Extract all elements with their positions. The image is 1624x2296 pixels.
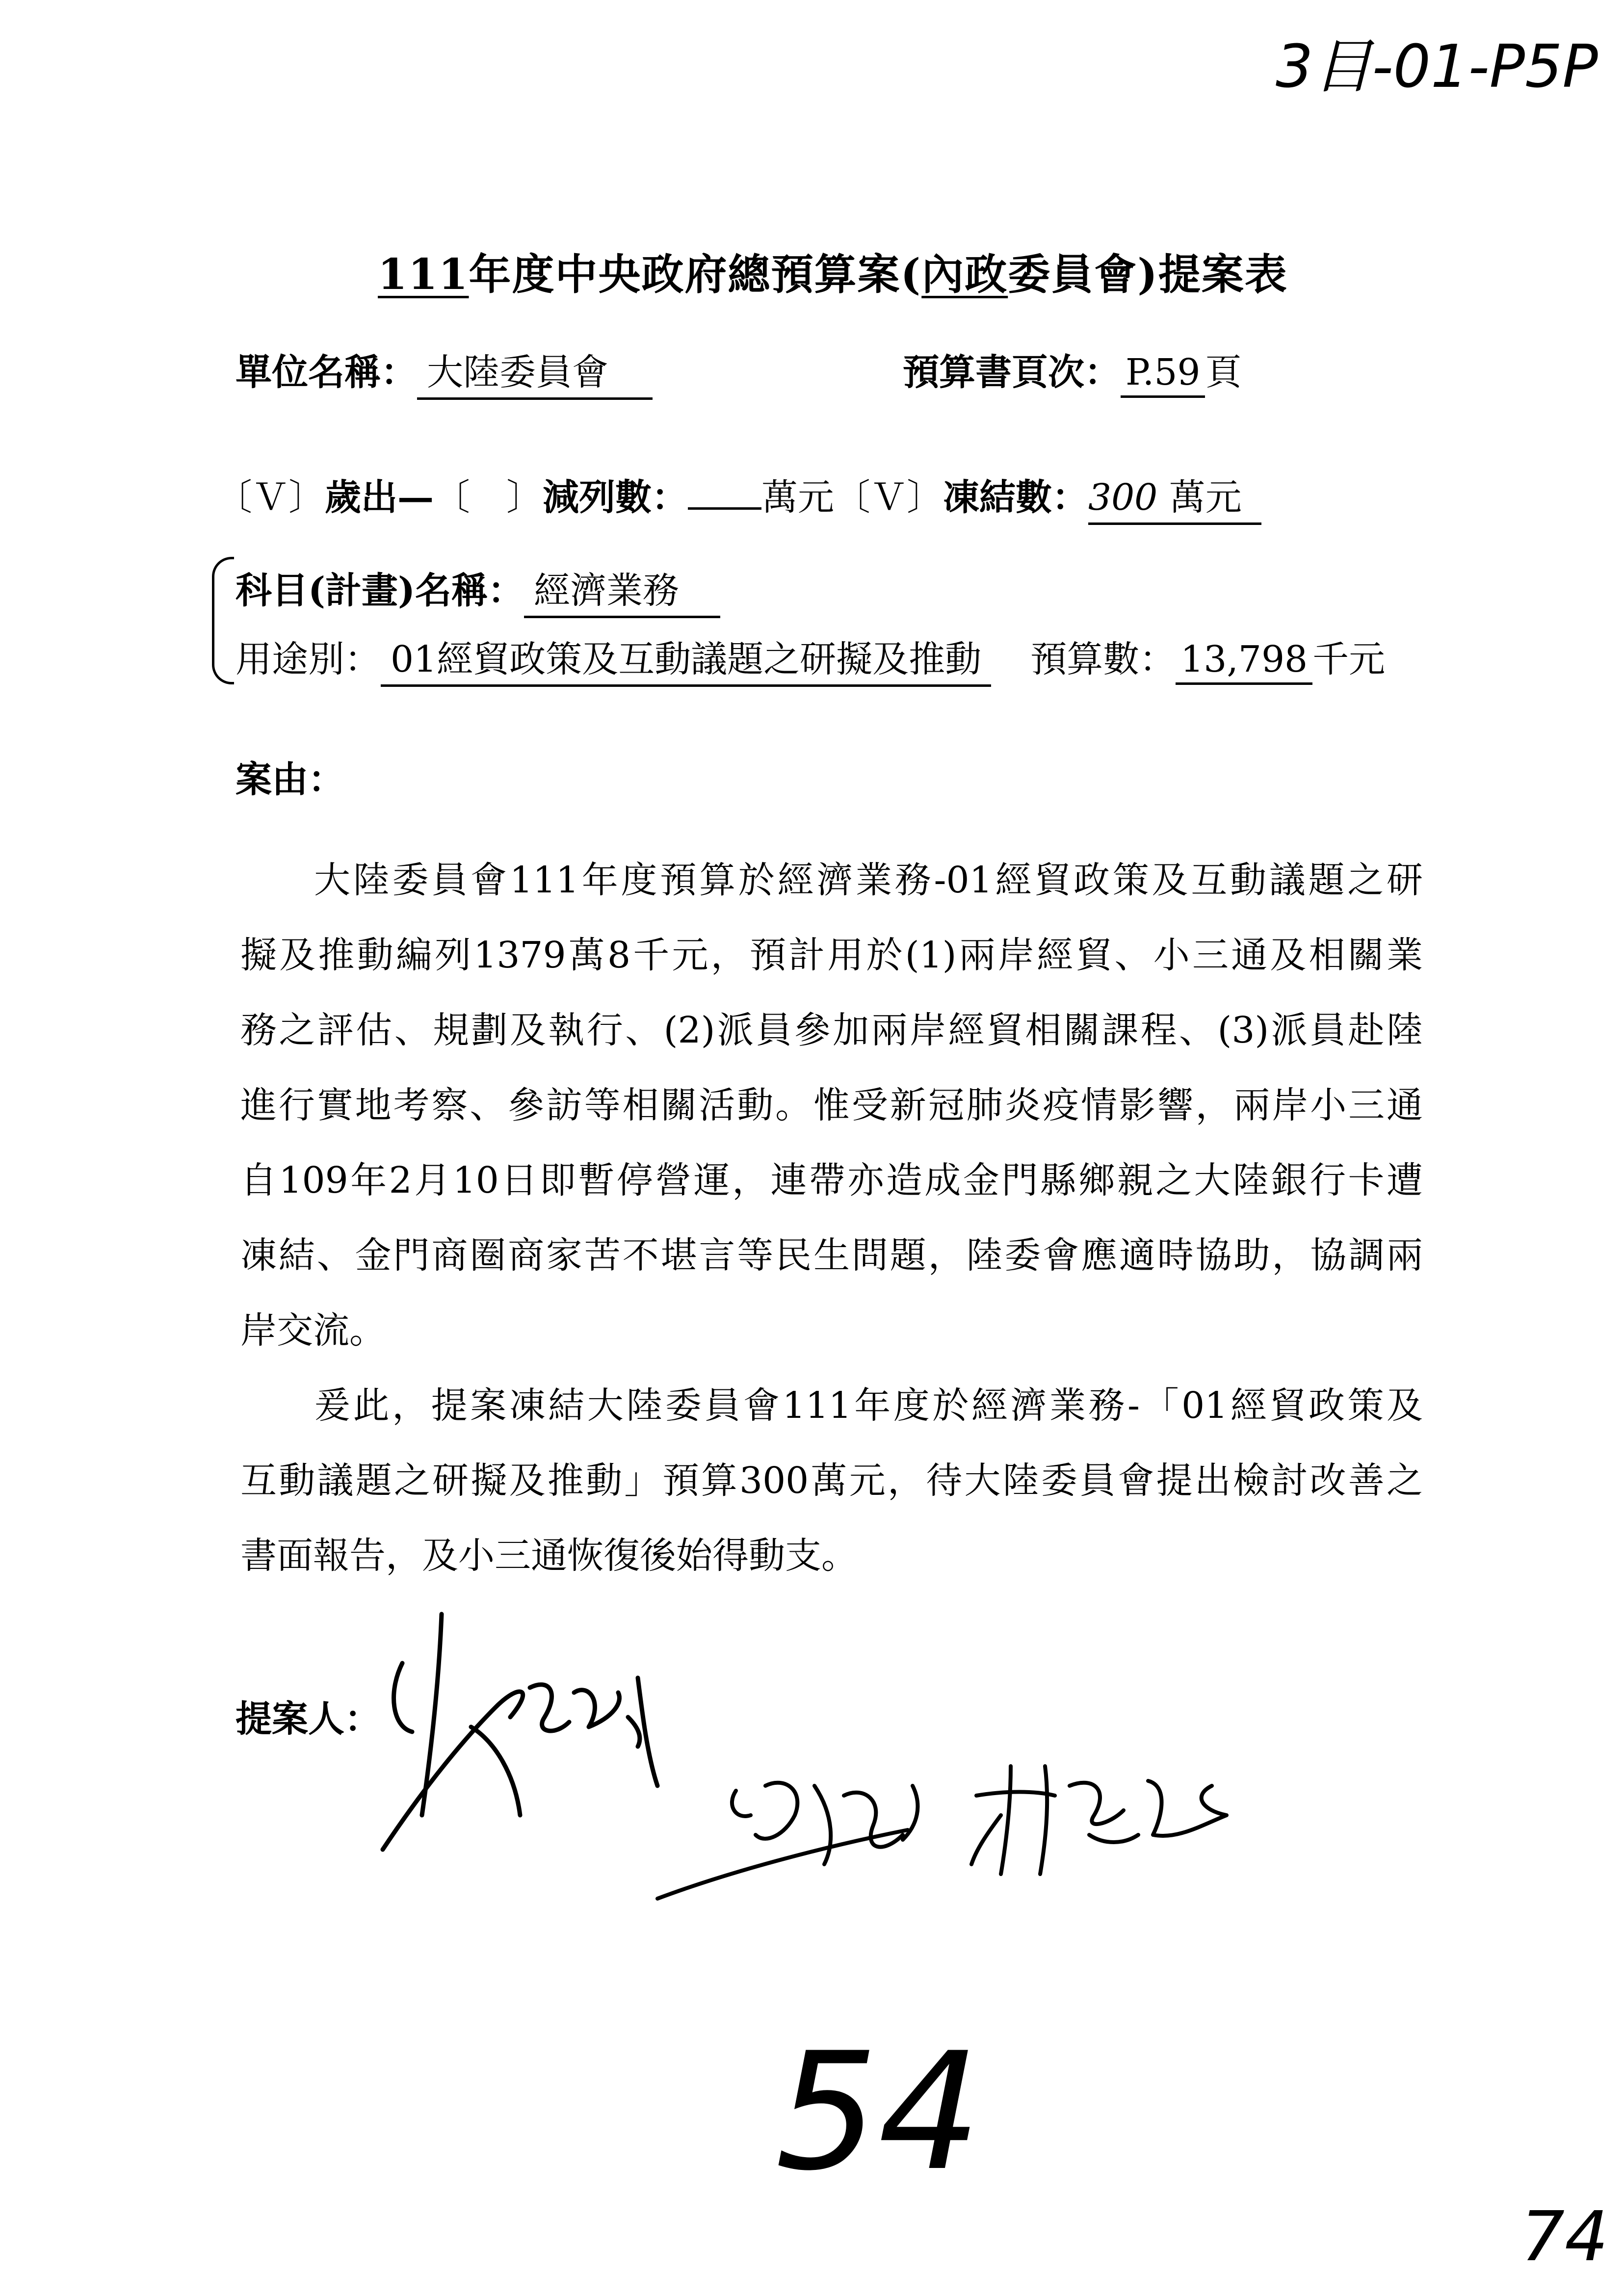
- budget-page-value: P.59: [1121, 351, 1205, 398]
- reason-line: 擬及推動編列1379萬8千元，預計用於(1)兩岸經貿、小三通及相關業: [240, 934, 1423, 976]
- subject-label: 科目(計畫)名稱：: [236, 570, 524, 612]
- checkbox-freeze: 〔Ｖ〕: [834, 476, 943, 519]
- reason-line: 岸交流。: [240, 1309, 386, 1352]
- unit-value: 大陸委員會: [417, 343, 653, 400]
- usage-value: 01經貿政策及互動議題之研擬及推動: [381, 630, 991, 687]
- reason-line: 進行實地考察、參訪等相關活動。惟受新冠肺炎疫情影響，兩岸小三通: [240, 1084, 1423, 1126]
- expenditure-label: 歲出—: [325, 476, 434, 519]
- title-year: 111: [378, 250, 469, 299]
- title-suffix: )提案表: [1137, 250, 1288, 299]
- handwritten-page-number: 54: [775, 2018, 981, 2206]
- reason-label: 案由：: [236, 758, 344, 801]
- handwritten-code: 3目-01-P5P: [1276, 33, 1598, 101]
- reason-line: 互動議題之研擬及推動」預算300萬元，待大陸委員會提出檢討改善之: [240, 1460, 1423, 1502]
- reason-line: 凍結、金門商圈商家苦不堪言等民生問題，陸委會應適時協助，協調兩: [240, 1234, 1423, 1277]
- reduce-unit: 萬元: [761, 476, 834, 519]
- budget-amount-value: 13,798: [1176, 638, 1312, 685]
- subject-value: 經濟業務: [524, 562, 720, 618]
- usage-label: 用途別：: [236, 638, 381, 680]
- reason-line: 大陸委員會111年度預算於經濟業務-01經貿政策及互動議題之研: [314, 859, 1423, 901]
- proposer-label: 提案人：: [236, 1698, 381, 1740]
- reduce-label: 減列數：: [543, 476, 688, 519]
- checkbox-expenditure: 〔Ｖ〕: [216, 476, 325, 519]
- reason-line: 務之評估、規劃及執行、(2)派員參加兩岸經貿相關課程、(3)派員赴陸: [240, 1009, 1423, 1051]
- title-committee: 委員會: [1008, 250, 1138, 299]
- budget-page-label: 預算書頁次：: [903, 351, 1121, 393]
- budget-page-suffix: 頁: [1205, 351, 1242, 393]
- handwritten-corner-number: 74: [1521, 2197, 1609, 2277]
- budget-amount-label: 預算數：: [1030, 638, 1176, 680]
- title-text: 年度中央政府總預算案(: [469, 250, 922, 299]
- unit-label: 單位名稱：: [236, 351, 417, 393]
- reason-line: 自109年2月10日即暫停營運，連帶亦造成金門縣鄉親之大陸銀行卡遭: [240, 1159, 1423, 1201]
- budget-amount-unit: 千元: [1312, 638, 1386, 680]
- freeze-unit: 萬元: [1169, 476, 1242, 519]
- freeze-label: 凍結數：: [943, 476, 1088, 519]
- reason-line: 書面報告，及小三通恢復後始得動支。: [240, 1535, 858, 1577]
- freeze-value: 300: [1088, 476, 1158, 519]
- checkbox-reduce: 〔 〕: [434, 476, 543, 519]
- title-committee-underlined: 內政: [921, 250, 1008, 299]
- reason-line: 爰此，提案凍結大陸委員會111年度於經濟業務-「01經貿政策及: [314, 1384, 1423, 1427]
